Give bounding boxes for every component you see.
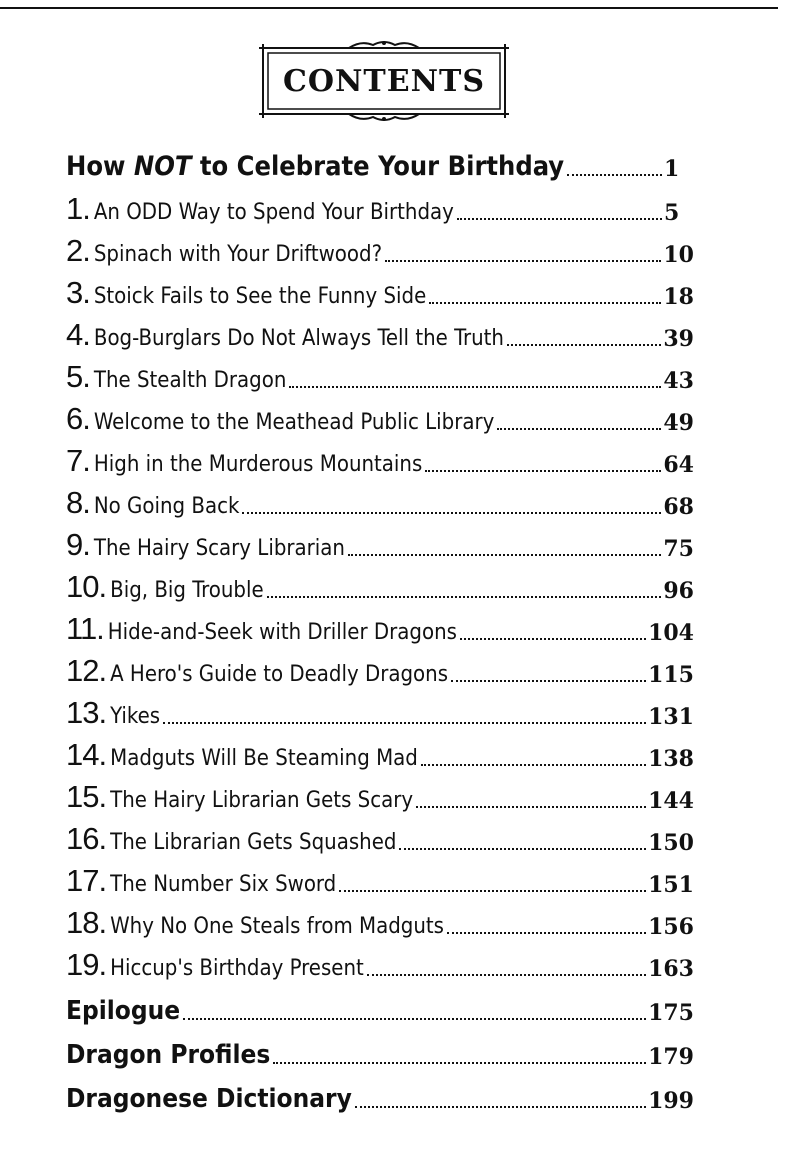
dot-leader (447, 932, 646, 934)
dot-leader (425, 470, 661, 472)
chapter-number: 3. (66, 275, 90, 310)
toc-entry-chapter[interactable] (66, 476, 694, 518)
top-rule (0, 7, 778, 9)
entry-title: Madguts Will Be Steaming Mad (110, 746, 418, 771)
entry-title: Big, Big Trouble (110, 578, 264, 603)
toc-entry-chapter[interactable] (66, 308, 694, 350)
dot-leader (355, 1106, 646, 1108)
dot-leader (289, 386, 661, 388)
dot-leader (267, 596, 662, 598)
toc-entry-chapter[interactable] (66, 896, 694, 938)
toc-entry-chapter[interactable] (66, 812, 694, 854)
page-number: 104 (648, 620, 694, 646)
chapter-number: 14. (66, 737, 107, 772)
chapter-number: 7. (66, 443, 90, 478)
page-number: 64 (663, 452, 694, 478)
chapter-number: 10. (66, 569, 107, 604)
page-number: 75 (663, 536, 694, 562)
entry-title: Dragon Profiles (66, 1040, 271, 1070)
page-number: 18 (663, 284, 694, 310)
entry-title: A Hero's Guide to Deadly Dragons (110, 662, 449, 687)
chapter-number: 13. (66, 695, 107, 730)
page-number: 49 (663, 410, 694, 436)
entry-title: No Going Back (93, 494, 240, 519)
page-number: 115 (648, 662, 694, 688)
chapter-number: 19. (66, 947, 107, 982)
page-number: 10 (663, 242, 694, 268)
dot-leader (385, 260, 661, 262)
page-number: 131 (648, 704, 694, 730)
page-title: CONTENTS (282, 63, 486, 99)
dot-leader (399, 848, 646, 850)
chapter-number: 4. (66, 317, 90, 352)
entry-title: Hide-and-Seek with Driller Dragons (107, 620, 457, 645)
page-number: 5 (664, 200, 680, 226)
entry-title: Yikes (110, 704, 161, 729)
entry-title: Welcome to the Meathead Public Library (93, 410, 495, 435)
toc-entry-chapter[interactable] (66, 224, 694, 266)
toc-entry-back-matter[interactable] (66, 980, 694, 1024)
entry-title: Why No One Steals from Madguts (110, 914, 444, 939)
chapter-list (66, 182, 694, 980)
dot-leader (460, 638, 646, 640)
chapter-number: 2. (66, 233, 90, 268)
dot-leader (273, 1062, 646, 1064)
entry-title: Bog-Burglars Do Not Always Tell the Truth (93, 326, 504, 351)
chapter-number: 9. (66, 527, 90, 562)
chapter-number: 12. (66, 653, 107, 688)
chapter-number: 5. (66, 359, 90, 394)
entry-title: The Librarian Gets Squashed (110, 830, 397, 855)
dot-leader (567, 174, 662, 176)
dot-leader (421, 764, 646, 766)
page-number: 39 (663, 326, 694, 352)
dot-leader (242, 512, 661, 514)
page-number: 1 (664, 156, 680, 182)
entry-title: How NOT to Celebrate Your Birthday (66, 151, 565, 182)
dot-leader (497, 428, 661, 430)
page-number: 96 (663, 578, 694, 604)
dot-leader (163, 722, 646, 724)
dot-leader (339, 890, 646, 892)
entry-title: Spinach with Your Driftwood? (93, 242, 383, 267)
dot-leader (183, 1018, 646, 1020)
entry-title: Epilogue (66, 996, 181, 1026)
chapter-number: 16. (66, 821, 107, 856)
chapter-number: 8. (66, 485, 90, 520)
entry-title: The Hairy Scary Librarian (93, 536, 345, 561)
toc-entry-chapter[interactable] (66, 770, 694, 812)
toc-entry-chapter[interactable] (66, 434, 694, 476)
page-number: 151 (648, 872, 694, 898)
contents-title-frame (257, 40, 511, 122)
dot-leader (507, 344, 661, 346)
toc-entry-chapter[interactable] (66, 266, 694, 308)
page-number: 199 (648, 1088, 694, 1114)
toc-entry-chapter[interactable] (66, 728, 694, 770)
dot-leader (348, 554, 661, 556)
page-number: 179 (648, 1044, 694, 1070)
entry-title: Stoick Fails to See the Funny Side (93, 284, 427, 309)
page-number: 43 (663, 368, 694, 394)
page-number: 144 (648, 788, 694, 814)
chapter-number: 15. (66, 779, 107, 814)
toc-entry-chapter[interactable] (66, 392, 694, 434)
chapter-number: 17. (66, 863, 107, 898)
dot-leader (367, 974, 646, 976)
entry-title: An ODD Way to Spend Your Birthday (93, 200, 454, 225)
page-number: 156 (648, 914, 694, 940)
page-number: 68 (663, 494, 694, 520)
chapter-number: 6. (66, 401, 90, 436)
dot-leader (429, 302, 661, 304)
dot-leader (457, 218, 662, 220)
entry-title: Hiccup's Birthday Present (110, 956, 364, 981)
entry-title: High in the Murderous Mountains (93, 452, 423, 477)
entry-title: Dragonese Dictionary (66, 1084, 352, 1114)
toc-entry-chapter[interactable] (66, 518, 694, 560)
page-number: 175 (648, 1000, 694, 1026)
chapter-number: 1. (66, 191, 90, 226)
toc-entry-chapter[interactable] (66, 350, 694, 392)
entry-title: The Hairy Librarian Gets Scary (110, 788, 414, 813)
page-number: 163 (648, 956, 694, 982)
page-number: 138 (648, 746, 694, 772)
toc-entry-chapter[interactable] (66, 686, 694, 728)
dot-leader (416, 806, 646, 808)
chapter-number: 11. (66, 611, 104, 646)
back-matter-list (66, 980, 694, 1112)
toc-entry-chapter[interactable] (66, 182, 694, 224)
toc-entry-back-matter[interactable] (66, 1024, 694, 1068)
toc-entry-prologue[interactable] (66, 140, 694, 180)
entry-title: The Number Six Sword (110, 872, 337, 897)
dot-leader (451, 680, 646, 682)
toc-entry-chapter[interactable] (66, 602, 694, 644)
table-of-contents (66, 140, 694, 1112)
toc-entry-chapter[interactable] (66, 560, 694, 602)
toc-entry-chapter[interactable] (66, 938, 694, 980)
toc-entry-chapter[interactable] (66, 644, 694, 686)
chapter-number: 18. (66, 905, 107, 940)
page-number: 150 (648, 830, 694, 856)
toc-entry-chapter[interactable] (66, 854, 694, 896)
entry-title: The Stealth Dragon (93, 368, 287, 393)
toc-entry-back-matter[interactable] (66, 1068, 694, 1112)
